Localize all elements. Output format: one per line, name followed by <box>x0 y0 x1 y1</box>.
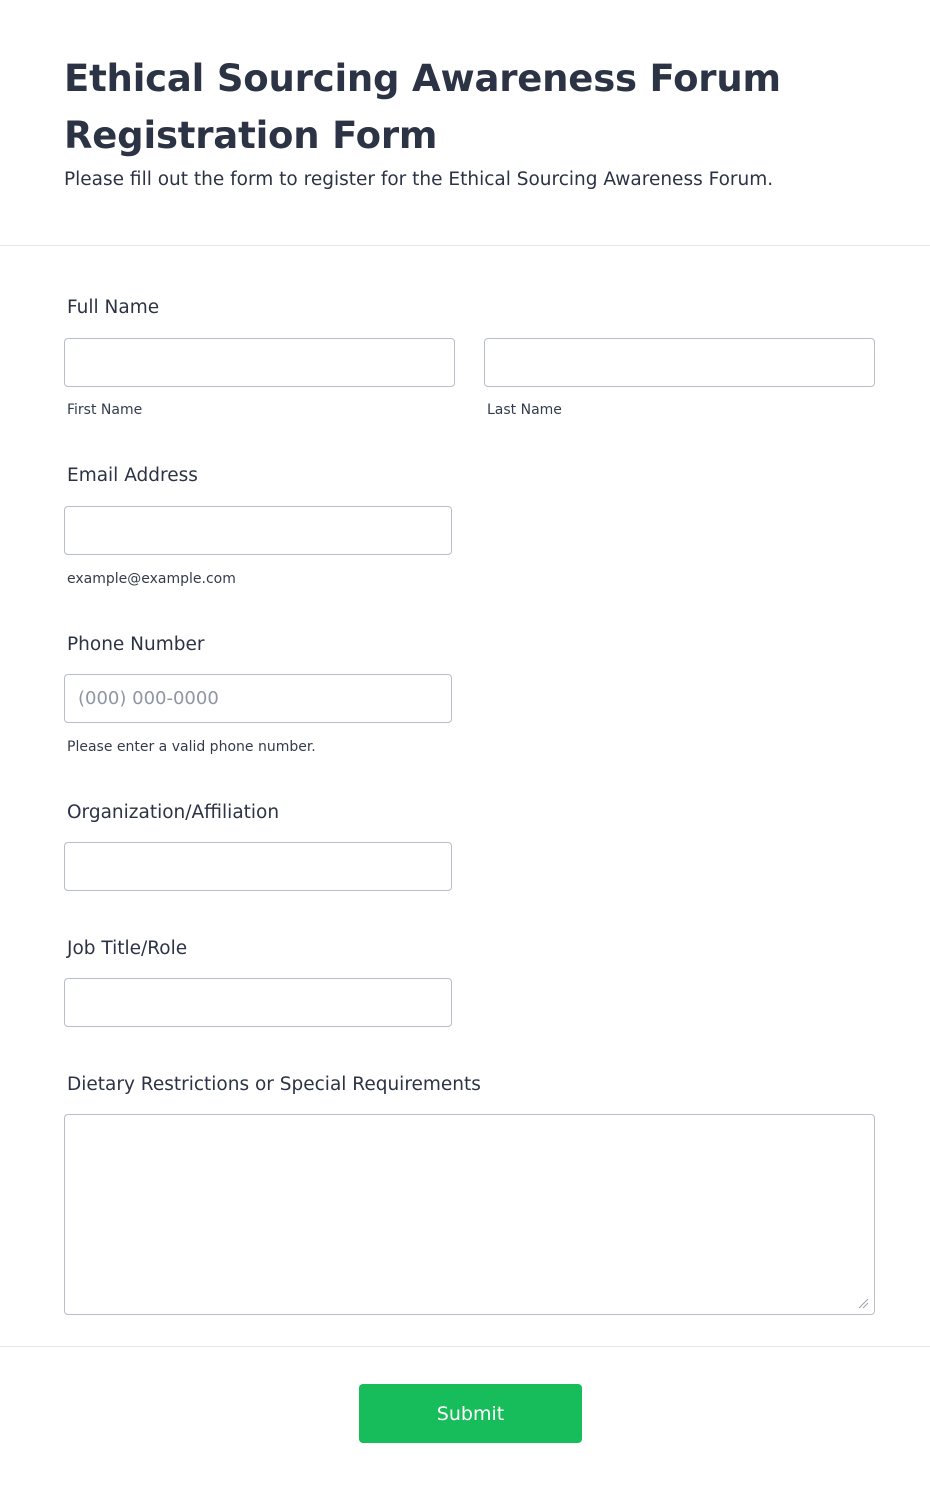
page-title: Ethical Sourcing Awareness Forum Registration Form <box>64 57 781 157</box>
organization-input[interactable] <box>64 842 452 891</box>
job-title-label: Job Title/Role <box>67 938 188 959</box>
first-name-sublabel: First Name <box>67 402 143 418</box>
email-sublabel: example@example.com <box>67 571 236 587</box>
first-name-input[interactable] <box>64 338 455 387</box>
last-name-sublabel: Last Name <box>487 402 562 418</box>
full-name-label: Full Name <box>67 297 160 318</box>
dietary-textarea[interactable] <box>64 1114 875 1315</box>
resize-handle-icon[interactable] <box>858 1298 869 1309</box>
phone-label: Phone Number <box>67 634 205 655</box>
email-input[interactable] <box>64 506 452 555</box>
form-description: Please fill out the form to register for the Ethical Sourcing Awareness Forum. <box>64 169 774 190</box>
form-header <box>0 0 930 246</box>
submit-button[interactable]: Submit <box>359 1384 582 1443</box>
dietary-label: Dietary Restrictions or Special Requirements <box>67 1074 481 1095</box>
last-name-input[interactable] <box>484 338 875 387</box>
phone-input[interactable] <box>64 674 452 723</box>
organization-label: Organization/Affiliation <box>67 802 280 823</box>
phone-sublabel: Please enter a valid phone number. <box>67 739 316 755</box>
email-label: Email Address <box>67 465 198 486</box>
job-title-input[interactable] <box>64 978 452 1027</box>
